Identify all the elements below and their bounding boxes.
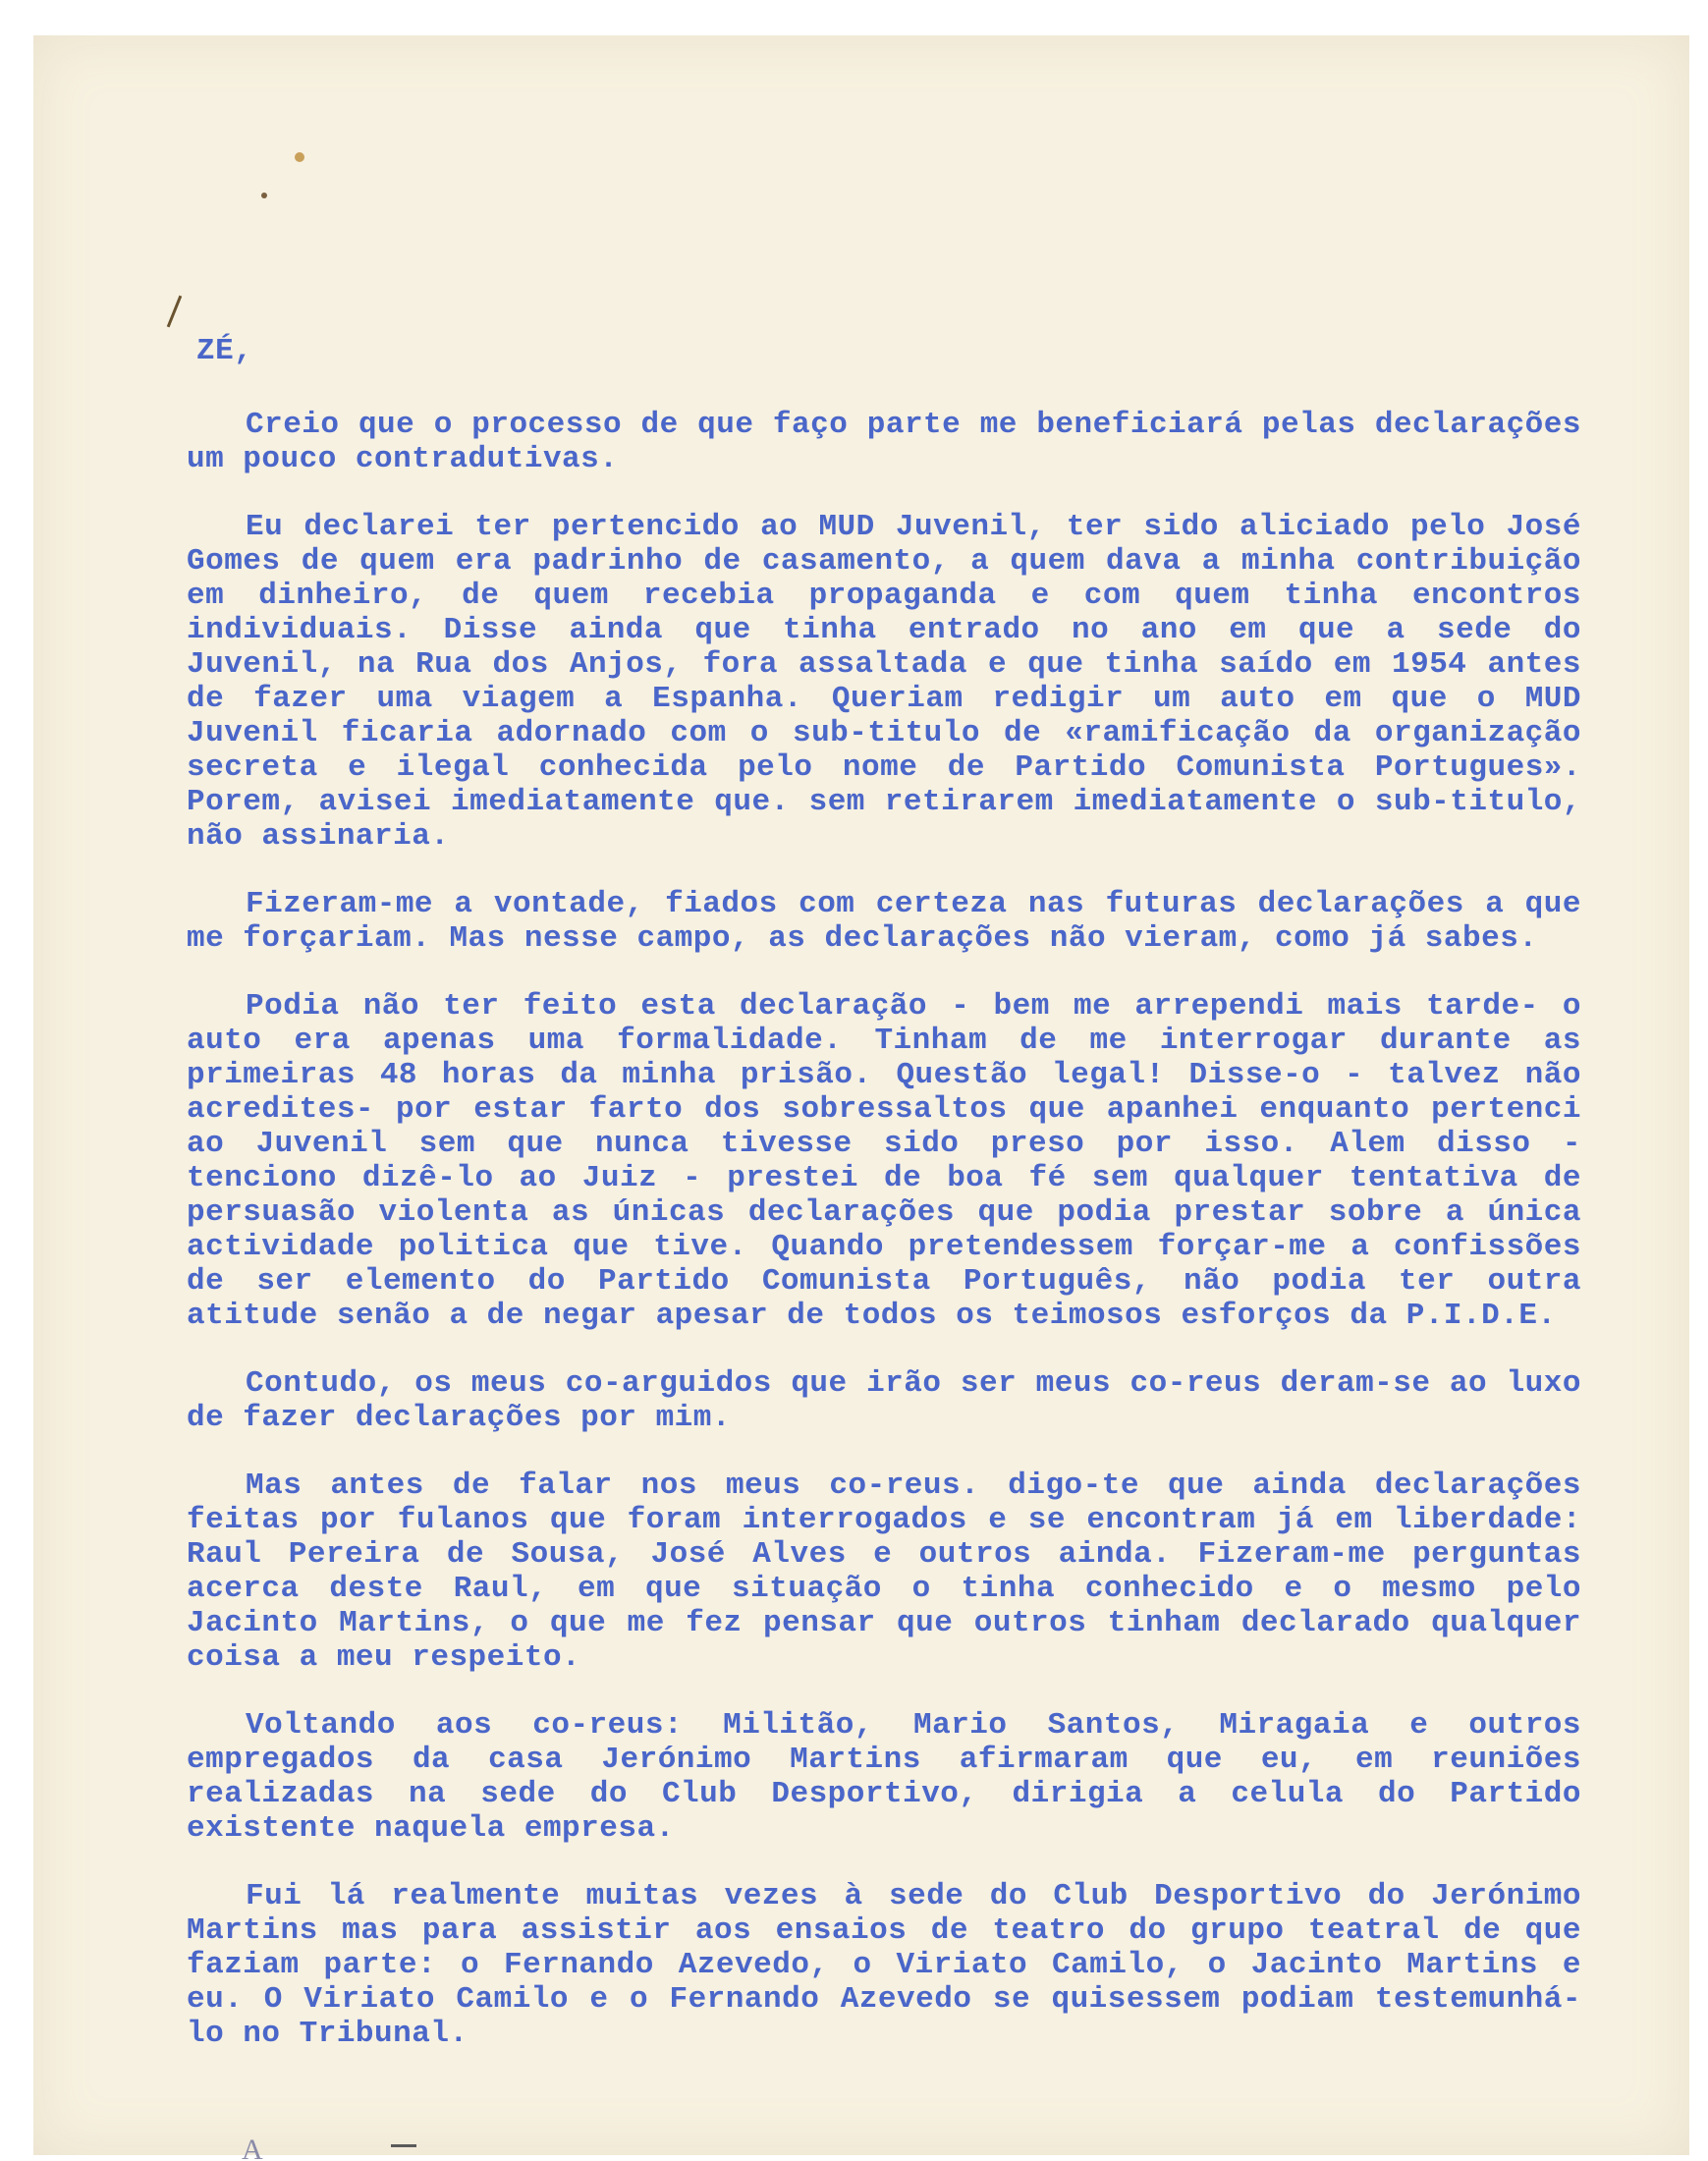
paragraph-5: Contudo, os meus co-arguidos que irão ser meus co-reus deram-se ao luxo de fazer declarações por mim. — [187, 1366, 1581, 1435]
rust-spot — [295, 152, 304, 162]
typed-letter — [187, 334, 1581, 2084]
paragraph-8: Fui lá realmente muitas vezes à sede do Club Desportivo do Jerónimo Martins mas para assistir aos ensaios de teatro do grupo teatral de que faziam parte: o Fernando Azevedo, o Viriato Camilo, o Jacinto Martins e eu. O Viriato Camilo e o Fernando Azevedo se quisessem podiam testemunhá-lo no Tribunal. — [187, 1879, 1581, 2051]
paragraph-4: Podia não ter feito esta declaração - bem me arrependi mais tarde- o auto era apenas uma formalidade. Tinham de me interrogar durante as primeiras 48 horas da minha prisão. Questão legal! Disse-o - talvez não acredites- por estar farto dos sobressaltos que apanhei enquanto pertenci ao Juvenil sem que nunca tivesse sido preso por isso. Alem disso - tenciono dizê-lo ao Juiz - prestei de boa fé sem qualquer tentativa de persuasão violenta as únicas declarações que podia prestar sobre a única actividade politica que tive. Quando pretendessem forçar-me a confissões de ser elemento do Partido Comunista Português, não podia ter outra atitude senão a de negar apesar de todos os teimosos esforços da P.I.D.E. — [187, 989, 1581, 1333]
bottom-dash-mark — [391, 2144, 416, 2147]
salutation: ZÉ, — [196, 334, 253, 368]
page-mark: A — [242, 2133, 263, 2161]
paragraph-2: Eu declarei ter pertencido ao MUD Juvenil, ter sido aliciado pelo José Gomes de quem era padrinho de casamento, a quem dava a minha contribuição em dinheiro, de quem recebia propaganda e com quem tinha encontros individuais. Disse ainda que tinha entrado no ano em que a sede do Juvenil, na Rua dos Anjos, fora assaltada e que tinha saído em 1954 antes de fazer uma viagem a Espanha. Queriam redigir um auto em que o MUD Juvenil ficaria adornado com o sub-titulo de «ramificação da organização secreta e ilegal conhecida pelo nome de Partido Comunista Portugues». Porem, avisei imediatamente que. sem retirarem imediatamente o sub-titulo, não assinaria. — [187, 510, 1581, 854]
paragraph-7: Voltando aos co-reus: Militão, Mario Santos, Miragaia e outros empregados da casa Jerónimo Martins afirmaram que eu, em reuniões realizadas na sede do Club Desportivo, dirigia a celula do Partido existente naquela empresa. — [187, 1708, 1581, 1846]
paragraph-3: Fizeram-me a vontade, fiados com certeza nas futuras declarações a que me forçariam. Mas nesse campo, as declarações não vieram, como já sabes. — [187, 887, 1581, 956]
ink-speck — [261, 193, 267, 198]
paragraph-6: Mas antes de falar nos meus co-reus. digo-te que ainda declarações feitas por fulanos que foram interrogados e se encontram já em liberdade: Raul Pereira de Sousa, José Alves e outros ainda. Fizeram-me perguntas acerca deste Raul, em que situação o tinha conhecido e o mesmo pelo Jacinto Martins, o que me fez pensar que outros tinham declarado qualquer coisa a meu respeito. — [187, 1468, 1581, 1675]
paragraph-1: Creio que o processo de que faço parte me beneficiará pelas declarações um pouco contradutivas. — [187, 408, 1581, 476]
